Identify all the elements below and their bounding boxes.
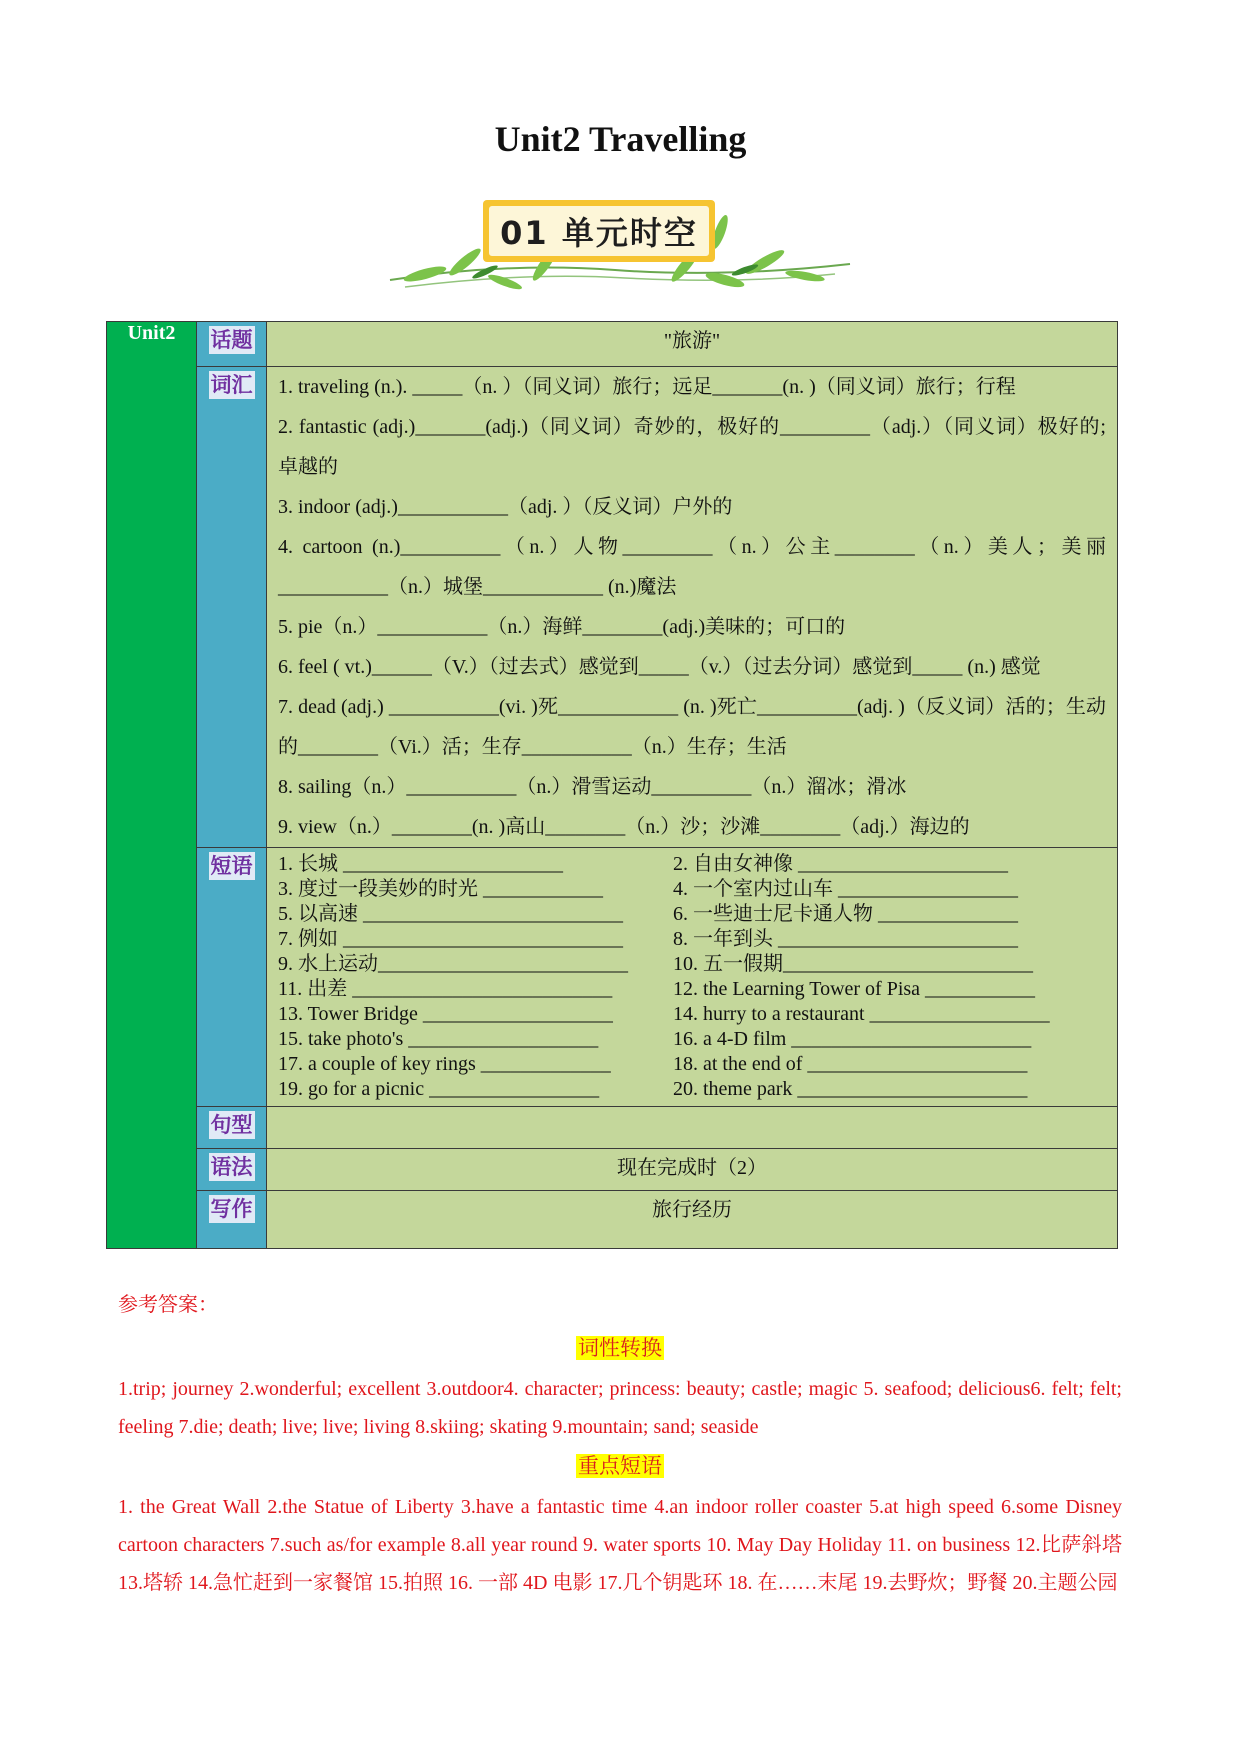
category-topic [197, 322, 267, 367]
unit-summary-table [106, 321, 1118, 1249]
vocab-item: 2. fantastic (adj.)_______(adj.)（同义词）奇妙的，极好的_________（adj.）（同义词）极好的; 卓越的 [278, 416, 1106, 478]
answer-section-title: 重点短语 [578, 1454, 662, 1478]
unit-label [107, 322, 197, 1249]
phrase-item: 20. theme park _______________________ [673, 1078, 1028, 1100]
phrase-item: 9. 水上运动_________________________ [278, 953, 628, 975]
section-badge [385, 192, 855, 302]
phrase-item: 8. 一年到头 ________________________ [673, 928, 1018, 950]
phrase-item: 19. go for a picnic _________________ [278, 1078, 600, 1100]
category-vocab [197, 367, 267, 848]
category-label: 话题 [210, 328, 253, 352]
phrase-item: 14. hurry to a restaurant __________________ [673, 1003, 1050, 1025]
category-sentence [197, 1107, 267, 1149]
category-label: 语法 [210, 1155, 253, 1179]
badge-frame [483, 200, 715, 262]
vocab-item: 9. view（n.）________(n. )高山________（n.）沙；沙滩________（adj.）海边的 [278, 816, 970, 838]
phrase-item: 11. 出差 __________________________ [278, 978, 613, 1000]
badge-text: 01 单元时空 [489, 206, 709, 256]
answer-section-title: 词性转换 [578, 1336, 662, 1360]
category-label: 词汇 [210, 373, 253, 397]
category-label: 句型 [210, 1113, 253, 1137]
vocab-item: 8. sailing（n.）___________（n.）滑雪运动__________（n.）溜冰；滑冰 [278, 776, 907, 798]
phrase-item: 15. take photo's ___________________ [278, 1028, 599, 1050]
unit-label-text: Unit2 [127, 322, 176, 344]
phrase-item: 12. the Learning Tower of Pisa ___________ [673, 978, 1036, 1000]
vocab-item: 4. cartoon (n.)__________（n.）人物_________（n.）公主________（n.）美人；美丽___________（n.）城堡____________ (n.)魔法 [278, 536, 1106, 598]
phrase-item: 2. 自由女神像 _____________________ [673, 853, 1008, 875]
page-title: Unit2 Travelling [494, 119, 747, 159]
phrase-item: 1. 长城 ______________________ [278, 853, 563, 875]
writing-content: 旅行经历 [267, 1191, 1118, 1249]
vocab-item: 6. feel ( vt.)______（V.）（过去式）感觉到_____（v.）（过去分词）感觉到_____ (n.) 感觉 [278, 656, 1041, 678]
answer-heading: 参考答案： [118, 1294, 218, 1316]
phrases-grid [278, 848, 1106, 1106]
phrase-item: 17. a couple of key rings _____________ [278, 1053, 611, 1075]
phrase-item: 16. a 4-D film ________________________ [673, 1028, 1032, 1050]
vocab-item: 7. dead (adj.) ___________(vi. )死____________ (n. )死亡__________(adj. )（反义词）活的；生动的________（Vi.）活；生存___________（n.）生存；生活 [278, 696, 1106, 758]
category-label: 短语 [210, 854, 253, 878]
phrase-item: 13. Tower Bridge ___________________ [278, 1003, 613, 1025]
phrase-item: 6. 一些迪士尼卡通人物 ______________ [673, 903, 1018, 925]
answer-text: 1. the Great Wall 2.the Statue of Liberty 3.have a fantastic time 4.an indoor roller coaster 5.at high speed 6.some Disney cartoon characters 7.such as/for example 8.all year round 9. water sports 10. May Day Holiday 11. on business 12.比萨斜塔 13.塔轿 14.急忙赶到一家餐馆 15.拍照 16. 一部 4D 电影 17.几个钥匙环 18. 在……末尾 19.去野炊；野餐 20.主题公园 [118, 1496, 1122, 1594]
answer-section [118, 1290, 1122, 1602]
answer-text: 1.trip; journey 2.wonderful; excellent 3.outdoor4. character; princess: beauty; castle; magic 5. seafood; delicious6. felt; felt; feeling 7.die; death; live; live; living 8.skiing; skating 9.mountain; sand; seaside [118, 1378, 1122, 1438]
phrase-item: 3. 度过一段美妙的时光 ____________ [278, 878, 603, 900]
vocab-item: 5. pie（n.）___________（n.）海鲜________(adj.)美味的；可口的 [278, 616, 846, 638]
category-label: 写作 [210, 1197, 253, 1221]
vocab-item: 1. traveling (n.). _____（n. ）（同义词）旅行；远足_______(n. )（同义词）旅行；行程 [278, 376, 1016, 398]
phrase-item: 5. 以高速 __________________________ [278, 903, 623, 925]
phrases-content [267, 848, 1118, 1107]
phrase-item: 10. 五一假期_________________________ [673, 953, 1033, 975]
vocab-content [267, 367, 1118, 848]
vocab-item: 3. indoor (adj.)___________（adj. ）（反义词）户外的 [278, 496, 733, 518]
grammar-content: 现在完成时（2） [267, 1149, 1118, 1191]
category-writing [197, 1191, 267, 1249]
phrase-item: 4. 一个室内过山车 __________________ [673, 878, 1018, 900]
topic-content: "旅游" [267, 322, 1118, 367]
category-phrases [197, 848, 267, 1107]
phrase-item: 18. at the end of ______________________ [673, 1053, 1028, 1075]
phrase-item: 7. 例如 ____________________________ [278, 928, 623, 950]
sentence-content [267, 1107, 1118, 1149]
category-grammar [197, 1149, 267, 1191]
